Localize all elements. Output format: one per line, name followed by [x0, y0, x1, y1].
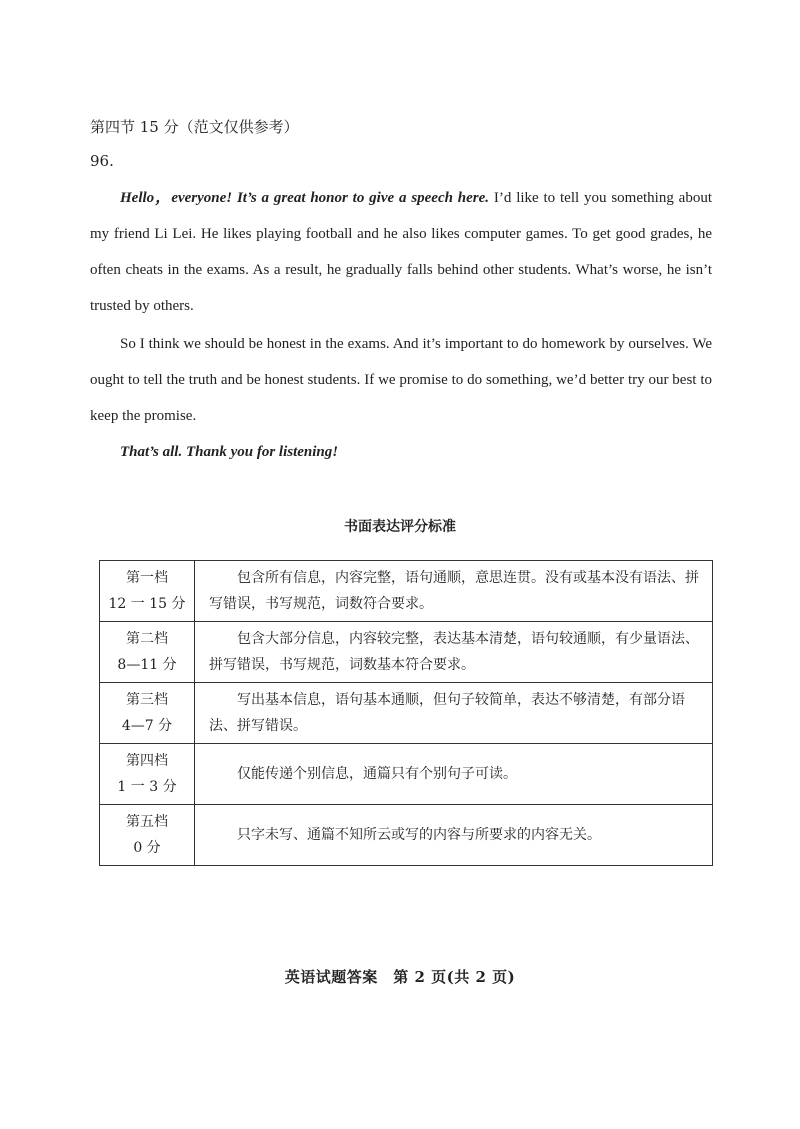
rubric-level: 第五档 [126, 814, 168, 830]
rubric-score: 4—7 分 [121, 718, 173, 734]
rubric-level-cell [100, 683, 195, 744]
rubric-level-cell [100, 805, 195, 866]
table-row [100, 805, 713, 866]
rubric-score: 8—11 分 [117, 657, 177, 673]
essay-closing-text: That’s all. Thank you for listening! [120, 444, 339, 460]
essay-paragraph-1 [90, 180, 712, 324]
rubric-description: 仅能传递个别信息，通篇只有个别句子可读。 [195, 744, 713, 805]
rubric-level-cell [100, 622, 195, 683]
rubric-level: 第四档 [126, 753, 168, 769]
page-footer: 英语试题答案 第 2 页(共 2 页) [284, 968, 516, 986]
rubric-level: 第二档 [126, 631, 168, 647]
essay-opening: Hello，everyone! It’s a great honor to give a speech here. [120, 190, 490, 206]
rubric-description: 只字未写、通篇不知所云或写的内容与所要求的内容无关。 [195, 805, 713, 866]
table-row [100, 744, 713, 805]
rubric-table [99, 560, 713, 866]
rubric-level-cell [100, 561, 195, 622]
rubric-title: 书面表达评分标准 [344, 519, 456, 535]
table-row [100, 622, 713, 683]
essay-paragraph-2: So I think we should be honest in the exams. And it’s important to do homework by ourselves. We ought to tell the truth and be honest students. If we promise to do something, we’d better try our best to keep the promise. [90, 336, 712, 424]
table-row [100, 683, 713, 744]
rubric-level-cell [100, 744, 195, 805]
rubric-score: 0 分 [133, 840, 161, 856]
rubric-description: 写出基本信息，语句基本通顺，但句子较简单，表达不够清楚，有部分语法、拼写错误。 [195, 683, 713, 744]
rubric-description: 包含所有信息，内容完整，语句通顺，意思连贯。没有或基本没有语法、拼写错误，书写规范，词数符合要求。 [195, 561, 713, 622]
essay-closing [90, 434, 712, 470]
rubric-score: 1 一 3 分 [117, 779, 177, 795]
rubric-description: 包含大部分信息，内容较完整，表达基本清楚，语句较通顺，有少量语法、拼写错误，书写规范，词数基本符合要求。 [195, 622, 713, 683]
question-number: 96. [90, 152, 114, 170]
table-row [100, 561, 713, 622]
essay-body-1: I’d like to tell you something about my friend Li Lei. He likes playing football and he also likes computer games. To get good grades, he often cheats in the exams. As a result, he gradually falls behind other students. What’s worse, he isn’t trusted by others. [90, 190, 712, 314]
rubric-level: 第三档 [126, 692, 168, 708]
section-title: 第四节 15 分（范文仅供参考） [90, 118, 299, 136]
rubric-level: 第一档 [126, 570, 168, 586]
rubric-score: 12 一 15 分 [108, 596, 186, 612]
